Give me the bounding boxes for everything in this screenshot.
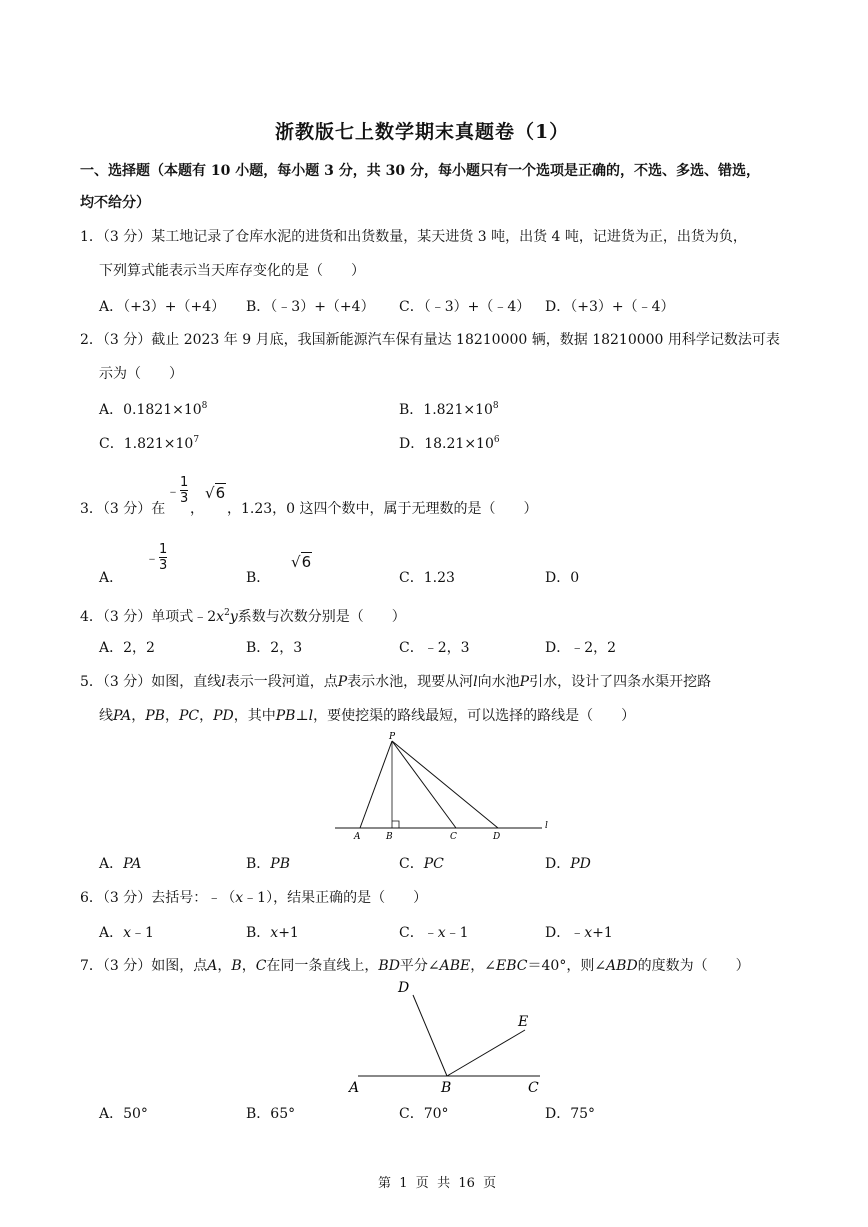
q5-var-p: P <box>337 674 348 690</box>
q3-stem-comma: ， <box>190 501 204 517</box>
radicand: 6 <box>215 484 226 502</box>
q5-text: 引水，设计了四条水渠开挖路 <box>529 674 712 690</box>
fraction-numerator: 1 <box>159 542 168 557</box>
page-title: 浙教版七上数学期末真题卷（1） <box>275 121 570 143</box>
q4-option-d: D．﹣2，2 <box>545 640 617 656</box>
q4-option-b: B．2，3 <box>246 640 303 656</box>
q2-option-a <box>99 399 207 419</box>
q5-option-a <box>99 853 141 873</box>
q2-option-a-base: 0.1821×10 <box>123 402 202 418</box>
q5-figure <box>330 728 560 848</box>
fraction <box>159 543 167 572</box>
q5-stem-line1 <box>80 672 711 692</box>
q5-text: ，其中 <box>233 708 276 724</box>
label-c: C <box>528 1080 539 1096</box>
q3-stem-suffix: ，1.23，0 这四个数中，属于无理数的是（ ） <box>227 501 538 517</box>
option-var-x: x <box>123 925 132 941</box>
q7-var: C <box>255 958 267 974</box>
q3-stem-prefix: 3．（3 分）在 <box>80 501 166 517</box>
q5-text: ， <box>131 708 146 724</box>
fraction-numerator: 1 <box>180 475 189 490</box>
option-label: A． <box>99 856 124 872</box>
q5-text: 表示一段河道，点 <box>225 674 338 690</box>
label-p: P <box>389 732 396 742</box>
q2-option-d <box>399 433 500 453</box>
q5-option-c <box>399 853 444 873</box>
option-value: PC <box>423 856 444 872</box>
section-heading-line2: 均不给分） <box>80 195 150 211</box>
q5-var-l: l <box>221 674 226 690</box>
option-var-x: x <box>270 925 279 941</box>
option-var-x: x <box>437 925 446 941</box>
q3-stem-fraction <box>166 476 188 505</box>
q2-option-b-exp: 8 <box>492 401 499 411</box>
q3-option-a-minus: ﹣ <box>145 550 159 567</box>
q5-var-pb: PB <box>145 708 165 724</box>
q1-option-b: B．（﹣3）+（+4） <box>246 299 375 315</box>
q2-option-b-label: B． <box>399 402 424 418</box>
q7-option-c: C．70° <box>399 1106 449 1122</box>
q5-text: ， <box>199 708 214 724</box>
q3-option-b-sqrt <box>291 553 312 571</box>
q5-text: 5．（3 分）如图，直线 <box>80 674 222 690</box>
right-angle-mark <box>392 821 399 828</box>
label-l: l <box>545 821 548 831</box>
option-rest: +1 <box>592 925 613 941</box>
q6-text: 6．（3 分）去括号：﹣（ <box>80 890 236 906</box>
q4-stem-prefix: 4．（3 分）单项式﹣2 <box>80 609 217 625</box>
q6-var-x: x <box>235 890 244 906</box>
segment-pa <box>360 741 392 828</box>
q7-text: 平分∠ <box>399 958 440 974</box>
q7-var: A <box>207 958 218 974</box>
fraction-denominator: 3 <box>180 491 189 506</box>
sqrt-six <box>205 484 226 502</box>
segment-pd <box>392 741 498 828</box>
option-label: C． <box>399 925 424 941</box>
q5-text: ，要使挖渠的路线最短，可以选择的路线是（ ） <box>313 708 636 724</box>
q5-var-pc: PC <box>178 708 200 724</box>
q7-var: EBC <box>496 958 528 974</box>
q1-stem-line2: 下列算式能表示当天库存变化的是（ ） <box>99 263 365 279</box>
q5-option-b <box>246 853 290 873</box>
q7-text: 7．（3 分）如图，点 <box>80 958 208 974</box>
label-b: B <box>386 832 393 842</box>
option-rest: ﹣1 <box>445 925 469 941</box>
q5-text: ， <box>164 708 179 724</box>
option-label: D． <box>545 856 571 872</box>
q7-text: ，∠ <box>470 958 497 974</box>
fraction <box>180 476 188 505</box>
q4-option-c: C．﹣2，3 <box>399 640 470 656</box>
q6-option-a <box>99 922 154 942</box>
q7-option-d: D．75° <box>545 1106 596 1122</box>
q2-option-c-exp: 7 <box>193 435 200 445</box>
radical-sign: √ <box>205 484 215 502</box>
q5-text: 线 <box>99 708 113 724</box>
q2-stem-line1: 2．（3 分）截止 2023 年 9 月底，我国新能源汽车保有量达 18210000 辆，数据 18210000 用科学记数法可表 <box>80 332 780 348</box>
q5-option-d <box>545 853 591 873</box>
q7-text: 在同一条直线上， <box>266 958 379 974</box>
q5-var-pd: PD <box>213 708 234 724</box>
label-c: C <box>450 832 457 842</box>
q7-var: B <box>231 958 242 974</box>
q1-option-c: C．（﹣3）+（﹣4） <box>399 299 531 315</box>
q7-var: ABE <box>439 958 471 974</box>
q5-var-p: P <box>519 674 530 690</box>
option-var-x: x <box>584 925 593 941</box>
q6-stem <box>80 888 427 908</box>
q7-option-b: B．65° <box>246 1106 296 1122</box>
q7-var: BD <box>378 958 400 974</box>
q2-option-a-exp: 8 <box>201 401 208 411</box>
q6-text: ﹣1），结果正确的是（ ） <box>243 890 428 906</box>
q5-text: 向水池 <box>477 674 520 690</box>
label-b: B <box>441 1080 452 1096</box>
fraction-denominator: 3 <box>159 558 168 573</box>
q7-var: ABD <box>606 958 638 974</box>
option-label: C． <box>399 856 424 872</box>
label-d: D <box>493 832 501 842</box>
q2-option-d-label: D． <box>399 436 425 452</box>
label-a: A <box>349 1080 360 1096</box>
q4-var-y: y <box>229 609 238 625</box>
q4-var-x: x <box>216 609 225 625</box>
label-d: D <box>398 980 410 996</box>
ray-be <box>447 1030 525 1076</box>
q2-option-c-label: C． <box>99 436 124 452</box>
q5-var-pa: PA <box>113 708 132 724</box>
q6-option-d <box>545 922 613 942</box>
q3-option-c: C．1.23 <box>399 570 455 586</box>
q2-option-c-base: 1.821×10 <box>123 436 194 452</box>
q3-option-a-fraction <box>145 543 167 572</box>
option-value: PD <box>570 856 591 872</box>
option-value: PB <box>270 856 291 872</box>
page-footer: 第 1 页 共 16 页 <box>378 1176 497 1191</box>
option-label: A． <box>99 925 124 941</box>
q7-figure <box>340 975 550 1100</box>
q2-option-d-base: 18.21×10 <box>424 436 494 452</box>
segment-pc <box>392 741 456 828</box>
section-heading-line1: 一、选择题（本题有 10 小题，每小题 3 分，共 30 分，每小题只有一个选项是正确的，不选、多选、错选， <box>80 163 760 179</box>
q2-option-c <box>99 433 199 453</box>
q1-option-d: D．（+3）+（﹣4） <box>545 299 675 315</box>
q7-stem <box>80 956 750 976</box>
q5-var-l: l <box>473 674 478 690</box>
q6-option-c <box>399 922 469 942</box>
q4-stem <box>80 603 406 627</box>
q3-stem-minus: ﹣ <box>166 483 180 500</box>
q7-text: ＝40°，则∠ <box>527 958 607 974</box>
option-prefix: ﹣ <box>423 925 438 941</box>
q3-option-a-label: A． <box>99 570 124 586</box>
q3-option-b-label: B． <box>246 570 271 586</box>
option-label: B． <box>246 925 271 941</box>
q4-exponent: 2 <box>224 608 230 618</box>
q2-option-b-base: 1.821×10 <box>423 402 493 418</box>
option-rest: +1 <box>278 925 299 941</box>
option-value: PA <box>123 856 142 872</box>
option-prefix: ﹣ <box>570 925 585 941</box>
q7-option-a: A．50° <box>99 1106 148 1122</box>
q2-option-a-label: A． <box>99 402 124 418</box>
q1-stem-line1: 1．（3 分）某工地记录了仓库水泥的进货和出货数量，某天进货 3 吨，出货 4 吨，记进货为正，出货为负， <box>80 229 747 245</box>
label-a: A <box>354 832 361 842</box>
radicand: 6 <box>301 553 312 571</box>
q1-option-a: A．（+3）+（+4） <box>99 299 226 315</box>
option-rest: ﹣1 <box>131 925 154 941</box>
q2-option-d-exp: 6 <box>493 435 500 445</box>
q4-stem-suffix: 系数与次数分别是（ ） <box>237 609 406 625</box>
q3-option-d: D．0 <box>545 570 580 586</box>
ray-bd <box>413 995 447 1076</box>
q6-option-b <box>246 922 299 942</box>
q2-option-b <box>399 399 499 419</box>
q5-stem-line2 <box>99 706 635 726</box>
option-label: D． <box>545 925 571 941</box>
q7-text: ， <box>217 958 232 974</box>
option-label: B． <box>246 856 271 872</box>
label-e: E <box>518 1014 529 1030</box>
q2-stem-line2: 示为（ ） <box>99 366 183 382</box>
radical-sign: √ <box>291 553 301 571</box>
q7-text: ， <box>241 958 256 974</box>
q5-text: 表示水池，现要从河 <box>347 674 474 690</box>
q4-option-a: A．2，2 <box>99 640 155 656</box>
q5-perp: PB⊥l <box>275 708 314 724</box>
q7-text: 的度数为（ ） <box>637 958 750 974</box>
